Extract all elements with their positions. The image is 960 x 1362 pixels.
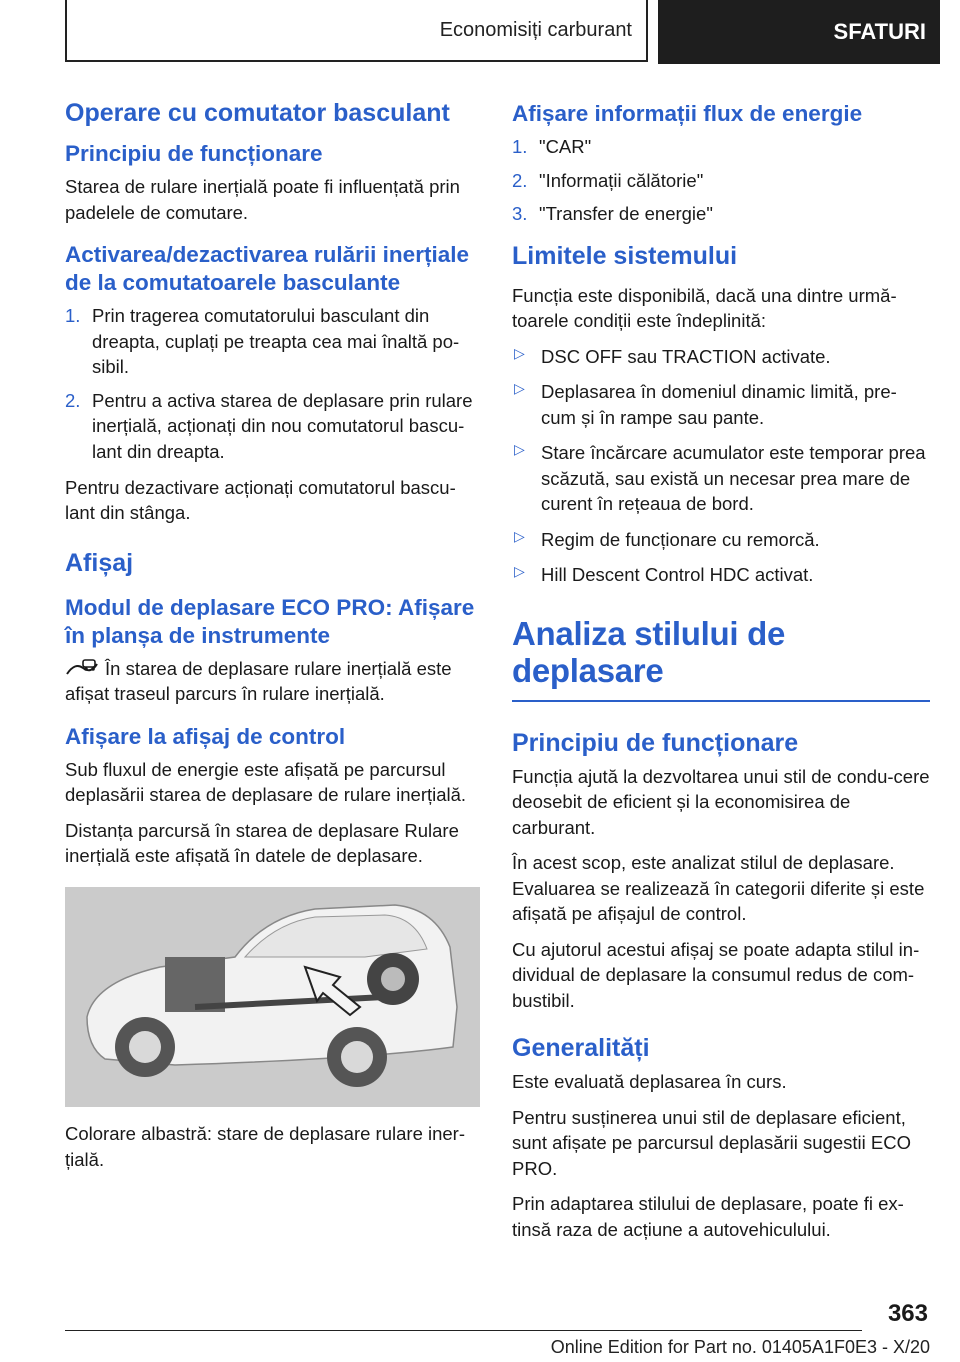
list-item: 2. "Informații călătorie"	[512, 169, 704, 191]
paragraph: Este evaluată deplasarea în curs.	[512, 1071, 787, 1093]
triangle-bullet-icon: ▷	[514, 527, 525, 544]
triangle-bullet-icon: ▷	[514, 441, 525, 458]
paragraph: Pentru susținerea unui stil de deplasare eficient, sunt afișate pe parcursul deplasării sugestii ECO PRO.	[512, 1106, 911, 1179]
list-item: ▷ Stare încărcare acumulator este temporar prea scăzută, sau există un necesar prea mare de curent în rețeaua de bord.	[514, 441, 926, 515]
paragraph: În acest scop, este analizat stilul de deplasare. Evaluarea se realizează în categorii diferite și este afișată pe afișajul de control.	[512, 852, 925, 925]
coasting-road-icon	[65, 658, 99, 678]
footer-divider	[65, 1330, 862, 1331]
paragraph: Pentru dezactivare acționați comutatorul bascu‐lant din stânga.	[65, 476, 456, 524]
list-item: ▷ Deplasarea în domeniul dinamic limită, pre‐cum și în rampe sau pante.	[514, 380, 897, 428]
list-item: 1. Prin tragerea comutatorului basculant din dreapta, cuplați pe treapta cea mai înaltă po‐sibil.	[65, 305, 460, 378]
subheading-flux: Afișare informații flux de energie	[512, 101, 863, 126]
car-illustration	[65, 887, 480, 1107]
paragraph: Funcția este disponibilă, dacă una dintre urmă‐toarele condiții este îndeplinită:	[512, 284, 897, 332]
section-heading-generalitati: Generalități	[512, 1034, 650, 1063]
subheading-principiu: Principiu de funcționare	[65, 141, 323, 166]
triangle-bullet-icon: ▷	[514, 563, 525, 580]
list-item: ▷ DSC OFF sau TRACTION activate.	[514, 344, 831, 367]
section-heading-limite: Limitele sistemului	[512, 241, 738, 270]
heading-rule	[512, 700, 930, 702]
chapter-heading-analiza: Analiza stilului de deplasare	[512, 614, 786, 689]
header-section-title: Economisiți carburant	[65, 0, 648, 62]
paragraph: Prin adaptarea stilului de deplasare, poate fi ex‐tinsă raza de acțiune a autovehiculului.	[512, 1193, 904, 1240]
paragraph: Starea de rulare inerțială poate fi influențată prin padelele de comutare.	[65, 176, 460, 223]
paragraph: Funcția ajută la dezvoltarea unui stil de condu‐cere deosebit de eficient și la economisirea de carburant.	[512, 765, 930, 838]
paragraph: Cu ajutorul acestui afișaj se poate adapta stilul in‐dividual de deplasare la consumul redus de com‐bustibil.	[512, 938, 920, 1011]
steps-list	[65, 303, 480, 464]
header-chapter-tab[interactable]: SFATURI	[658, 0, 940, 64]
list-item: ▷ Regim de funcționare cu remorcă.	[514, 527, 820, 550]
paragraph-eco: În starea de deplasare rulare inerțială este afișat traseul parcurs în rulare inerțială.	[65, 657, 452, 705]
right-column	[512, 100, 930, 1252]
car-drivetrain-figure	[65, 887, 480, 1107]
paragraph: Distanța parcursă în starea de deplasare Rulare inerțială este afișată în datele de deplasare.	[65, 819, 459, 867]
triangle-bullet-icon: ▷	[514, 344, 525, 361]
subheading-control: Afișare la afișaj de control	[65, 723, 346, 749]
figure-caption: Colorare albastră: stare de deplasare rulare iner‐țială.	[65, 1123, 466, 1170]
left-column	[65, 98, 480, 1182]
conditions-list	[512, 344, 930, 588]
triangle-bullet-icon: ▷	[514, 380, 525, 397]
subheading-eco-pro: Modul de deplasare ECO PRO: Afișare în planșa de instrumente	[65, 594, 475, 648]
paragraph: Sub fluxul de energie este afișată pe parcursul deplasării starea de deplasare de rulare inerțială.	[65, 758, 467, 806]
edition-footer: Online Edition for Part no. 01405A1F0E3 - X/20	[550, 1337, 930, 1357]
list-item: 3. "Transfer de energie"	[512, 203, 713, 225]
subheading-activare: Activarea/dezactivarea rulării inerțiale de la comutatoarele basculante	[65, 242, 469, 296]
flux-list	[512, 134, 930, 227]
section-heading-principiu: Principiu de funcționare	[512, 728, 799, 757]
section-heading-afisaj: Afișaj	[65, 548, 134, 577]
list-item: 1. "CAR"	[512, 136, 592, 158]
page-number: 363	[887, 1300, 928, 1327]
section-heading: Operare cu comutator basculant	[65, 99, 450, 127]
list-item: ▷ Hill Descent Control HDC activat.	[514, 563, 814, 586]
list-item: 2. Pentru a activa starea de deplasare prin rulare inerțială, acționați din nou comutatorul bascu‐lant din dreapta.	[65, 389, 473, 462]
